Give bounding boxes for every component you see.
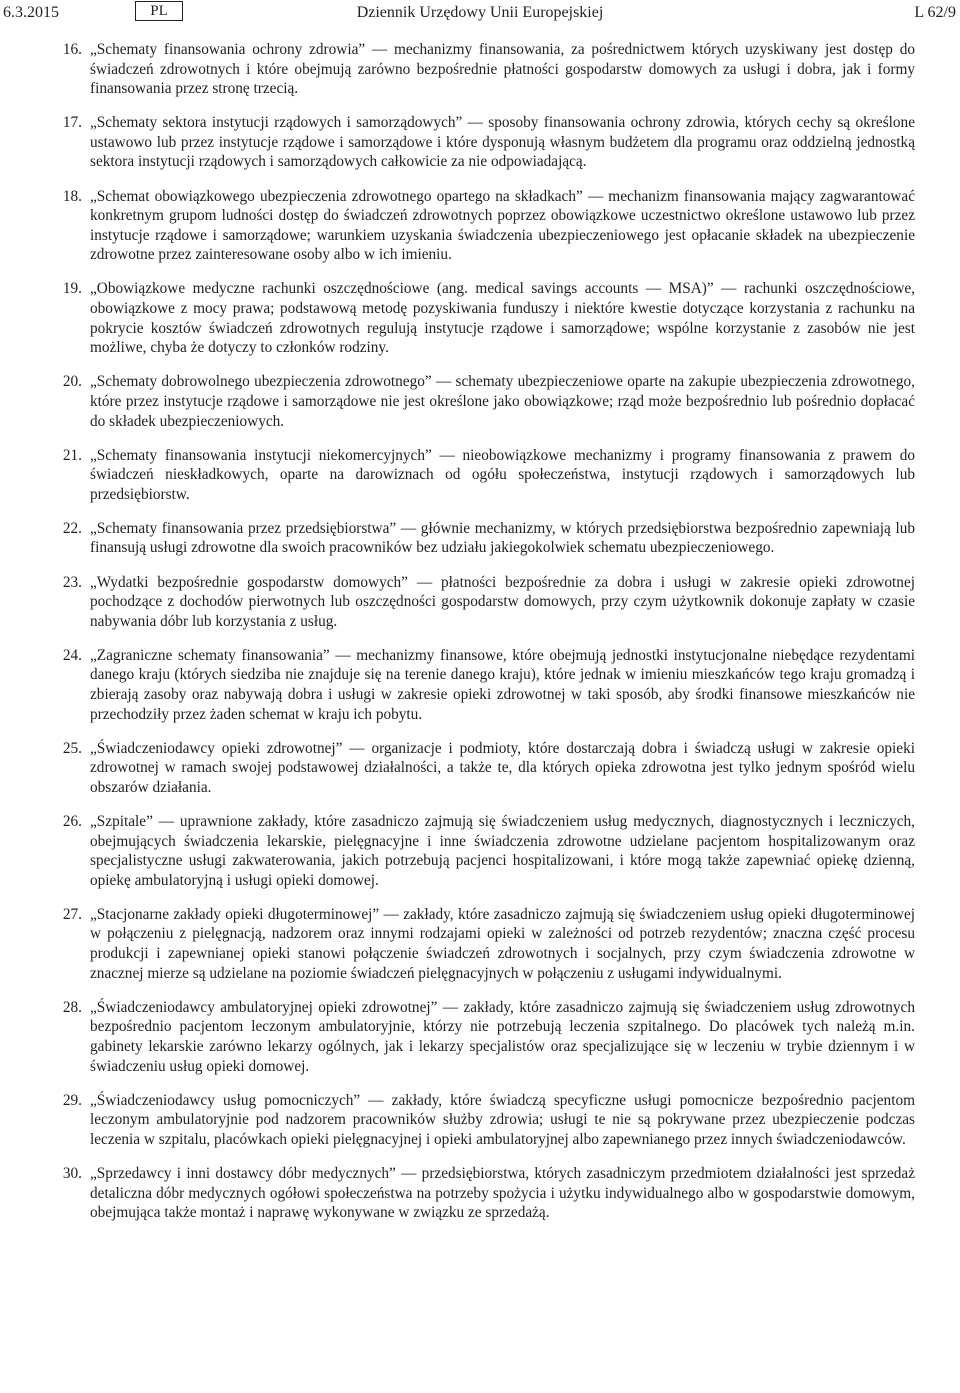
journal-title: Dziennik Urzędowy Unii Europejskiej: [356, 4, 604, 21]
definition-number: 24.: [62, 646, 82, 664]
definition-item: [40, 113, 915, 172]
definition-text: „Świadczeniodawcy opieki zdrowotnej” — organizacje i podmioty, które dostarczają dobra i świadczą usługi w zakresie opieki zdrowotnej w ramach swojej podstawowej działalności, a także te, dla których opieka zdrowotna jest tylko jednym spośród wielu obszarów działania.: [90, 739, 915, 796]
definition-item: [40, 40, 915, 99]
definition-text: „Szpitale” — uprawnione zakłady, które zasadniczo zajmują się świadczeniem usług medycznych, diagnostycznych i leczniczych, obejmujących świadczenia lekarskie, pielęgnacyjne i inne świadczenia zdrowotne udzielane pacjentom hospitalizowanym oraz specjalistyczne usługi zakwaterowania, jakich potrzebują pacjenci hospitalizowani, i które mogą także zapewniać opiekę dzienną, opiekę ambulatoryjną i usługi opieki domowej.: [90, 813, 915, 889]
definition-text: „Zagraniczne schematy finansowania” — mechanizmy finansowe, które obejmują jednostki instytucjonalne niebędące rezydentami danego kraju (których siedziba nie znajduje się na terenie danego kraju), które jednak w imieniu mieszkańców tego kraju gromadzą i zbierają zasoby oraz nabywają dobra i usługi w zakresie opieki zdrowotnej w taki sposób, aby środki finansowe mieszkańców nie przechodziły przez żaden schemat w kraju ich pobytu.: [90, 646, 915, 723]
definition-item: [40, 998, 915, 1076]
definition-number: 16.: [62, 41, 82, 58]
definition-item: [40, 1164, 915, 1223]
definition-number: 26.: [62, 813, 82, 830]
definition-item: [40, 573, 915, 632]
definition-number: 28.: [62, 998, 82, 1016]
definition-number: 22.: [62, 519, 82, 537]
definition-text: „Świadczeniodawcy usług pomocniczych” — zakłady, które świadczą specyficzne usługi pomocnicze bezpośrednio pacjentom leczonym ambulatoryjnie pod nadzorem pracowników służby zdrowia; usługi te nie są pokrywane przez ubezpieczenie podczas leczenia w szpitalu, placówkach opieki pielęgnacyjnej i opieki ambulatoryjnej albo zapewnianego przez innych świadczeniodawców.: [90, 1091, 915, 1148]
definition-item: [40, 905, 915, 983]
definition-text: „Schematy sektora instytucji rządowych i samorządowych” — sposoby finansowania ochrony zdrowia, których cechy są określone ustawowo lub przez instytucje rządowe i samorządowe i które dysponują własnym budżetem dla programu oraz oddzielną jednostką sektora instytucji rządowych i samorządowych całkowicie za nie odpowiadającą.: [90, 114, 915, 171]
definition-text: „Schematy dobrowolnego ubezpieczenia zdrowotnego” — schematy ubezpieczeniowe oparte na zakupie ubezpieczenia zdrowotnego, które przez instytucje rządowe i samorządowe nie jest określone jako obowiązkowe; rząd może bezpośrednio lub pośrednio dopłacać do składek ubezpieczeniowych.: [90, 373, 915, 430]
definition-item: [40, 1091, 915, 1150]
definition-item: [40, 739, 915, 798]
definition-item: [40, 812, 915, 890]
definition-number: 21.: [62, 446, 82, 464]
language-badge: PL: [135, 1, 183, 21]
definition-number: 25.: [62, 739, 82, 757]
definition-text: „Stacjonarne zakłady opieki długoterminowej” — zakłady, które zasadniczo zajmują się świadczeniem usług opieki długoterminowej w połączeniu z pielęgnacją, nadzorem oraz innymi rodzajami opieki w zależności od potrzeb rezydentów; znaczna część procesu produkcji i zapewnianej opieki stanowi połączenie świadczeń zdrowotnych i socjalnych, przy czym świadczenia zdrowotne w znacznej mierze są udzielane na poziomie świadczeń pielęgnacyjnych w połączeniu z usługami indywidualnymi.: [90, 905, 915, 982]
definition-number: 18.: [62, 187, 82, 205]
definition-text: „Sprzedawcy i inni dostawcy dóbr medycznych” — przedsiębiorstwa, których zasadniczym przedmiotem działalności jest sprzedaż detaliczna dóbr medycznych ogółowi społeczeństwa na potrzeby spożycia i użytku indywidualnego albo w gospodarstwie domowym, obejmująca także montaż i naprawę wykonywane w związku ze sprzedażą.: [90, 1164, 915, 1222]
definition-text: „Schematy finansowania przez przedsiębiorstwa” — głównie mechanizmy, w których przedsiębiorstwa bezpośrednio zapewniają lub finansują usługi zdrowotne dla swoich pracowników bez udziału jakiegokolwiek schematu ubezpieczeniowego.: [90, 519, 915, 557]
page-header: [0, 0, 960, 28]
publication-date: 6.3.2015: [3, 4, 59, 21]
definition-text: „Wydatki bezpośrednie gospodarstw domowych” — płatności bezpośrednie za dobra i usługi w zakresie opieki zdrowotnej pochodzące z dochodów pierwotnych lub oszczędności gospodarstw domowych, przy czym użytkownik dokonuje zapłaty w czasie nabywania dóbr lub korzystania z usług.: [90, 573, 915, 630]
definition-item: [40, 187, 915, 265]
definition-text: „Obowiązkowe medyczne rachunki oszczędnościowe (ang. medical savings accounts — MSA)” — rachunki oszczędnościowe, obowiązkowe z mocy prawa; podstawową metodę pozyskiwania funduszy i niektóre kwestie dotyczące korzystania z rachunku na pokrycie kosztów świadczeń zdrowotnych regulują instytucje rządowe i samorządowe; wspólne korzystanie z zasobów nie jest możliwe, chyba że dotyczy to członków rodziny.: [90, 280, 915, 357]
definition-number: 29.: [62, 1091, 82, 1109]
definitions-list: [40, 40, 915, 1237]
definition-text: „Schematy finansowania ochrony zdrowia” — mechanizmy finansowania, za pośrednictwem których uzyskiwany jest dostęp do świadczeń zdrowotnych i które obejmują zarówno bezpośrednie płatności gospodarstw domowych za usługi i dobra, jak i formy finansowania przez stronę trzecią.: [90, 41, 915, 98]
definition-item: [40, 446, 915, 505]
definition-number: 20.: [62, 373, 82, 391]
definition-number: 17.: [62, 114, 82, 132]
definition-text: „Schematy finansowania instytucji niekomercyjnych” — nieobowiązkowe mechanizmy i programy finansowania z prawem do świadczeń nieskładkowych, oparte na darowiznach od ogółu społeczeństwa, instytucji rządowych i samorządowych lub przedsiębiorstw.: [90, 446, 915, 503]
definition-item: [40, 279, 915, 357]
definition-number: 23.: [62, 573, 82, 591]
definition-text: „Schemat obowiązkowego ubezpieczenia zdrowotnego opartego na składkach” — mechanizm finansowania mający zagwarantować konkretnym grupom ludności dostęp do świadczeń zdrowotnych poprzez obowiązkowe uczestnictwo określone ustawowo lub przez instytucje rządowe i samorządowe; warunkiem uzyskania świadczenia ubezpieczeniowego jest opłacanie składek na ubezpieczenie zdrowotne przez zainteresowane osoby albo w ich imieniu.: [90, 187, 915, 264]
page-reference: L 62/9: [914, 4, 956, 21]
definition-number: 27.: [62, 905, 82, 923]
definition-number: 19.: [62, 280, 82, 298]
definition-text: „Świadczeniodawcy ambulatoryjnej opieki zdrowotnej” — zakłady, które zasadniczo zajmują się świadczeniem usług zdrowotnych bezpośrednio pacjentom leczonym ambulatoryjnie, którzy nie potrzebują leczenia szpitalnego. Do placówek tych należą m.in. gabinety lekarskie zarówno lekarzy ogólnych, jak i lekarzy specjalistów oraz specjalizujące się w leczeniu w trybie dziennym i w świadczeniu usług opieki domowej.: [90, 998, 915, 1075]
definition-number: 30.: [62, 1164, 82, 1182]
definition-item: [40, 519, 915, 558]
definition-item: [40, 646, 915, 724]
definition-item: [40, 372, 915, 431]
